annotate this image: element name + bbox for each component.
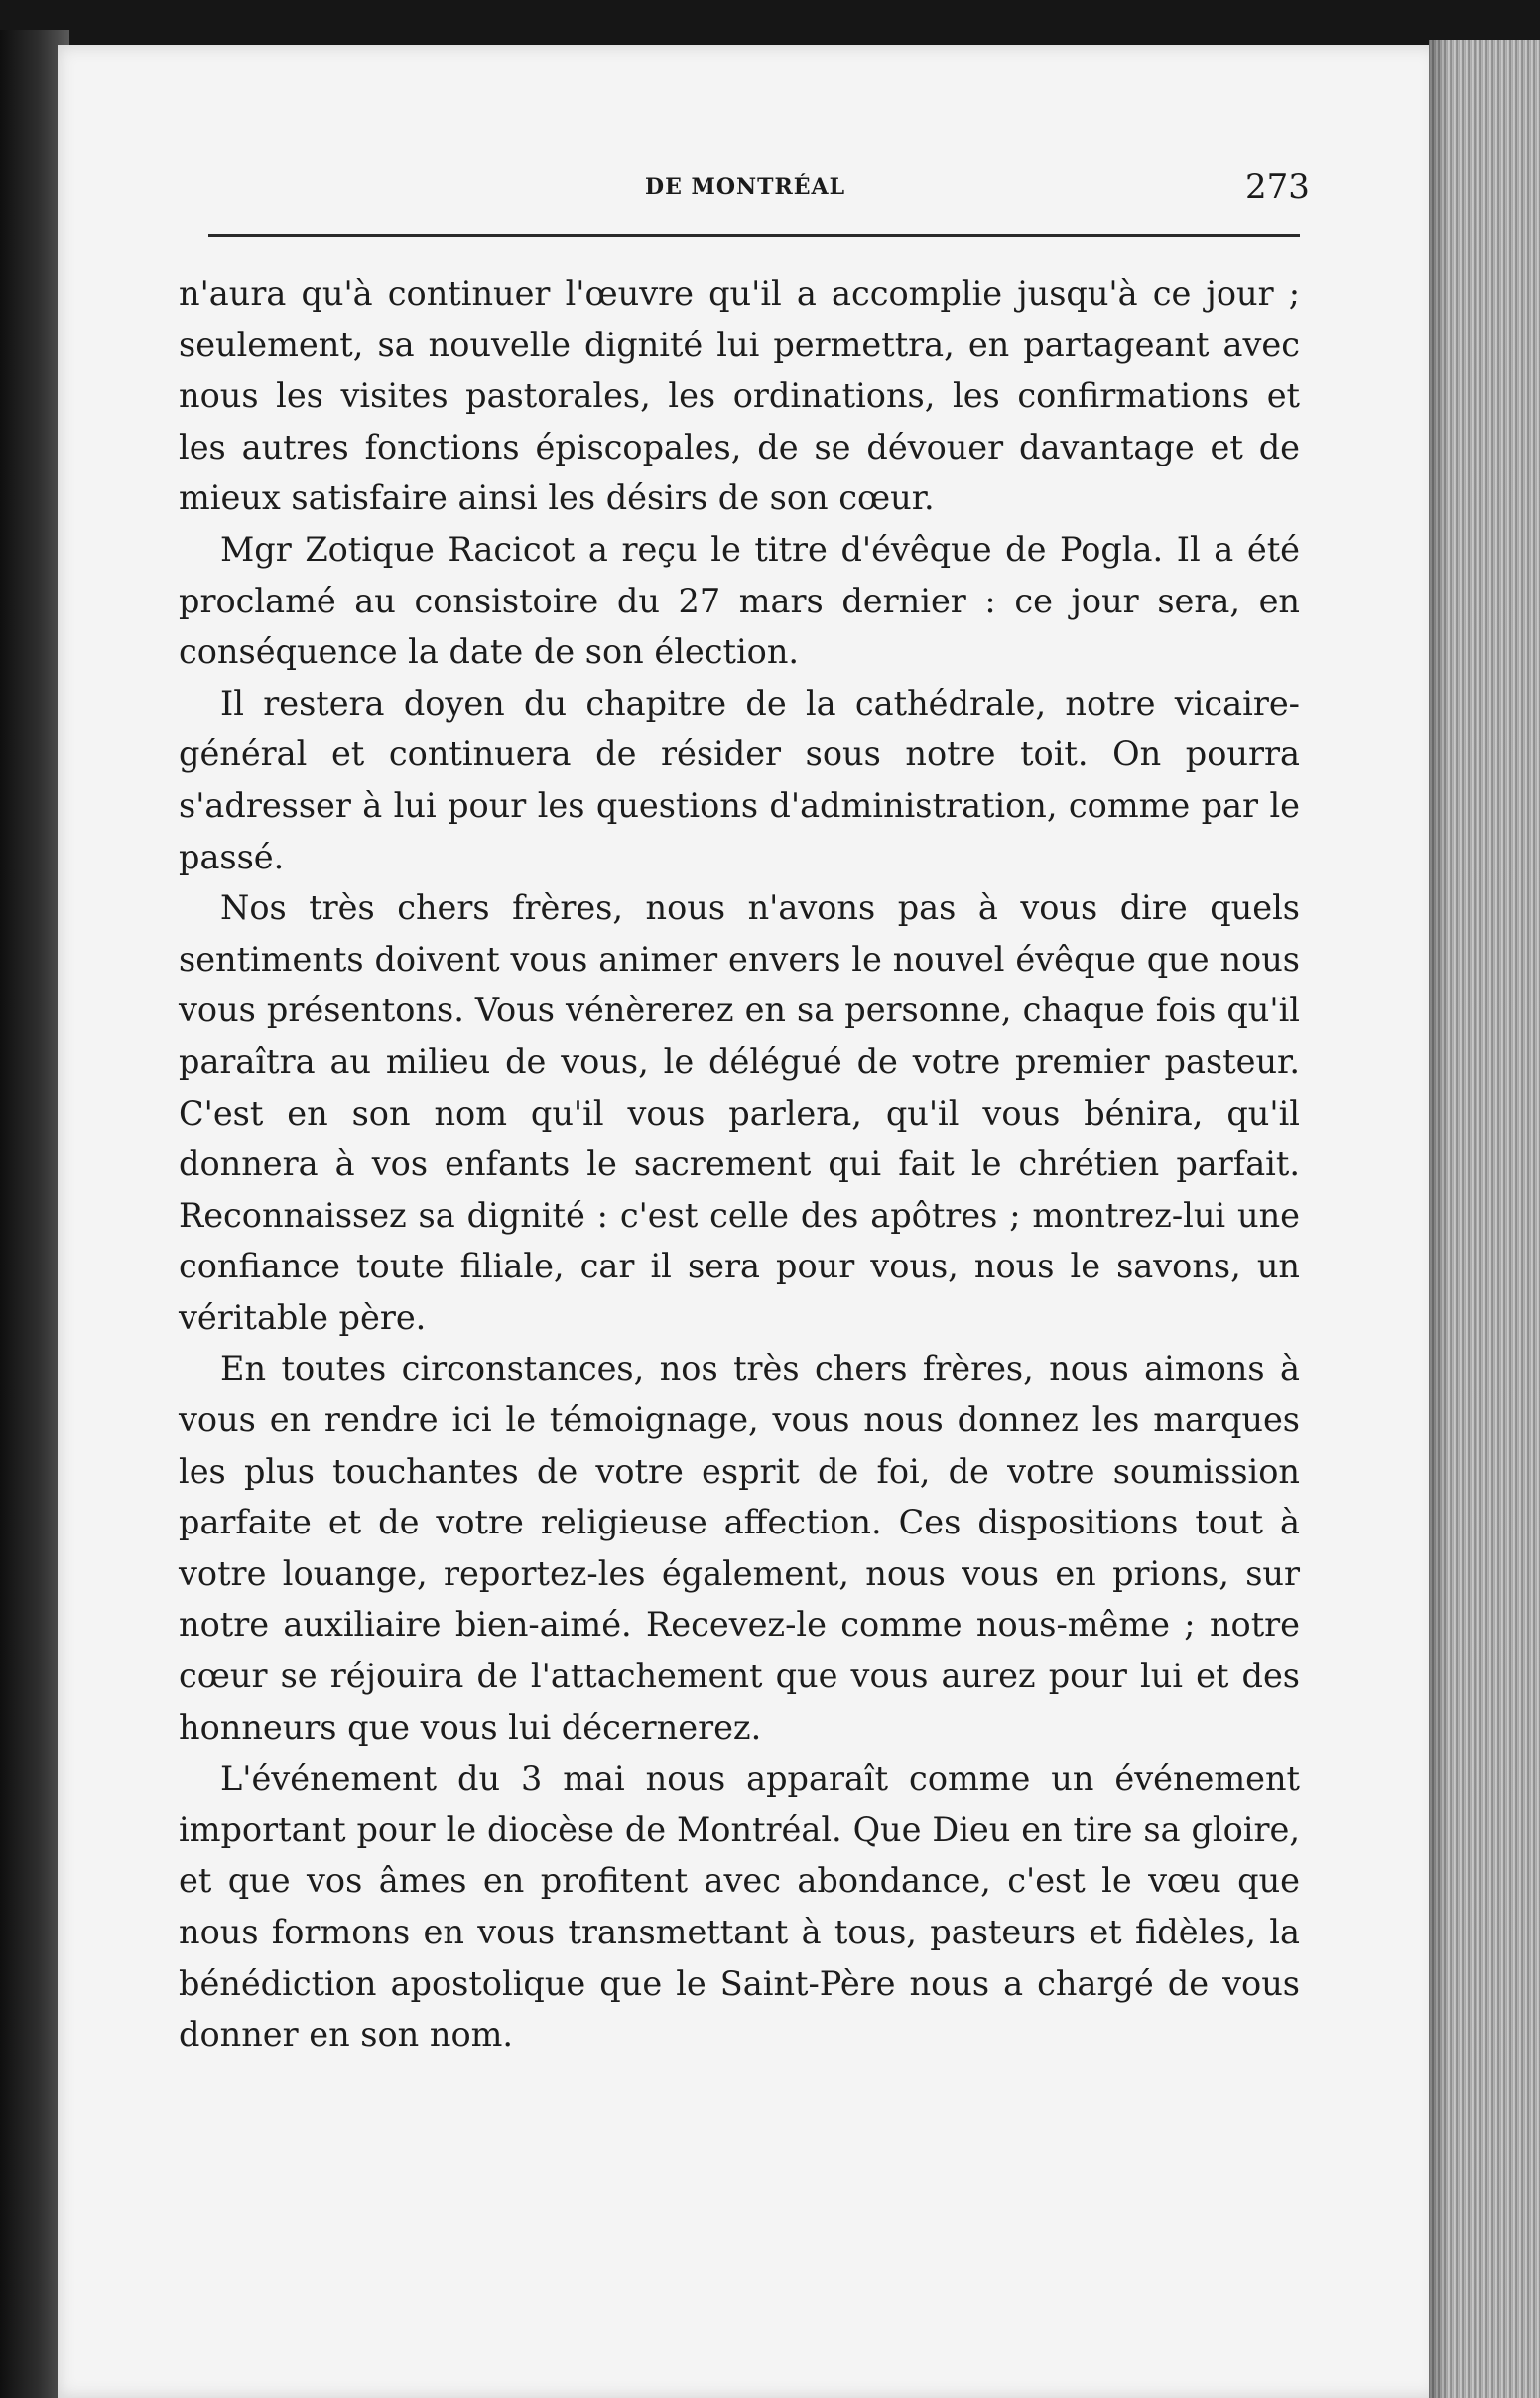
body-text bbox=[179, 268, 1300, 2061]
scan-border-top bbox=[0, 0, 1540, 50]
running-title: DE MONTRÉAL bbox=[645, 174, 846, 200]
page-number: 273 bbox=[1245, 167, 1310, 206]
paragraph-4: Nos très chers frères, nous n'avons pas à vous dire quels sentiments doivent vous animer envers le nouvel évêque que nous vous présentons. Vous vénèrerez en sa personne, chaque fois qu'il paraîtra au milieu de vous, le délégué de votre premier pasteur. C'est en son nom qu'il vous parlera, qu'il vous bénira, qu'il donnera à vos enfants le sacrement qui fait le chrétien parfait. Reconnaissez sa dignité : c'est celle des apôtres ; montrez-lui une confiance toute filiale, car il sera pour vous, nous le savons, un véritable père. bbox=[179, 888, 1300, 1337]
paragraph-5: En toutes circonstances, nos très chers frères, nous aimons à vous en rendre ici le témoignage, vous nous donnez les marques les plus touchantes de votre esprit de foi, de votre soumission parfaite et de votre religieuse affection. Ces dispositions tout à votre louange, reportez-les également, nous vous en prions, sur notre auxiliaire bien-aimé. Recevez-le comme nous-même ; notre cœur se réjouira de l'attachement que vous aurez pour lui et des honneurs que vous lui décernerez. bbox=[179, 1349, 1300, 1747]
paragraph-6: L'événement du 3 mai nous apparaît comme un événement important pour le diocèse de Montréal. Que Dieu en tire sa gloire, et que vos âmes en profitent avec abondance, c'est le vœu que nous formons en vous transmettant à tous, pasteurs et fidèles, la bénédiction apostolique que le Saint-Père nous a chargé de vous donner en son nom. bbox=[179, 1759, 1300, 2055]
paragraph-1: n'aura qu'à continuer l'œuvre qu'il a accomplie jusqu'à ce jour ; seulement, sa nouvelle dignité lui permettra, en partageant avec nous les visites pastorales, les ordinations, les confirmations et les autres fonctions épiscopales, de se dévouer davantage et de mieux satisfaire ainsi les désirs de son cœur. bbox=[179, 274, 1300, 518]
header-rule bbox=[208, 234, 1300, 237]
page-edge-shadow bbox=[1429, 40, 1449, 2398]
paragraph-2: Mgr Zotique Racicot a reçu le titre d'évêque de Pogla. Il a été proclamé au consistoire du 27 mars dernier : ce jour sera, en conséquence la date de son élection. bbox=[179, 529, 1300, 672]
paragraph-3: Il restera doyen du chapitre de la cathédrale, notre vicaire-général et continuera de résider sous notre toit. On pourra s'adresser à lui pour les questions d'administration, comme par le passé. bbox=[179, 683, 1300, 876]
